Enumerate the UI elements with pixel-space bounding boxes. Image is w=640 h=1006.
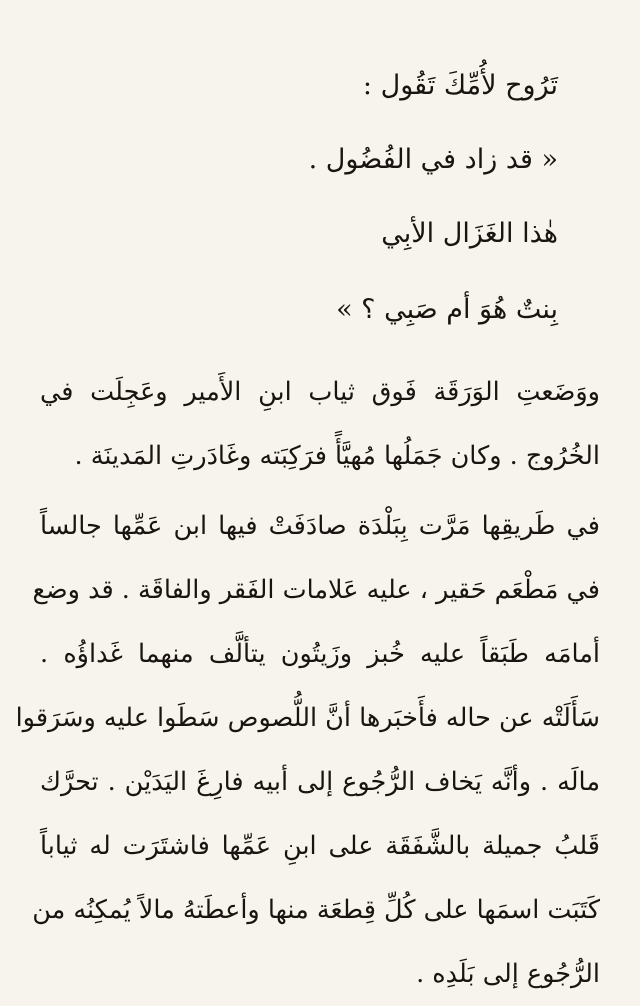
poem-line: تَرُوح لأُمِّكَ تَقُول : — [362, 70, 558, 101]
poem-line: « قد زاد في الفُضُول . — [308, 144, 558, 175]
paragraph-line: كَتَبَت اسمَها على كُلِّ قِطعَة منها وأعطَتهُ مالاً يُمكِنُه من — [32, 895, 600, 925]
paragraph-line: قَلبُ جميلة بالشَّفَقَة على ابنِ عَمِّها فاشتَرَت له ثياباً — [40, 831, 600, 861]
paragraph-line: أمامَه طَبَقاً عليه خُبز وزَيتُون يتألَّف منهما غَداؤُه . — [40, 639, 600, 669]
paragraph-line: الخُرُوج . وكان جَمَلُها مُهيَّأً فرَكِبَته وغَادَرتِ المَدينَة . — [74, 441, 600, 471]
poem-line: بِنتٌ هُوَ أم صَبِي ؟ » — [336, 294, 558, 325]
paragraph-line: ووَضَعتِ الوَرَقَة فَوق ثياب ابنِ الأَمير وعَجِلَت في — [40, 377, 600, 407]
paragraph-line: في مَطْعَم حَقير ، عليه عَلامات الفَقر والفاقَة . قد وضع — [32, 575, 600, 605]
paragraph — [15, 494, 600, 1006]
paragraph-line: في طَريقِها مَرَّت بِبَلْدَة صادَفَتْ فيها ابن عَمِّها جالساً — [40, 511, 600, 541]
paragraph-line: الرُّجُوع إلى بَلَدِه . — [416, 959, 600, 989]
paragraph-line: سَأَلَتْه عن حاله فأَخبَرها أنَّ اللُّصوص سَطَوا عليه وسَرَقوا — [15, 703, 600, 733]
paragraph — [40, 360, 600, 488]
paragraph-line: مالَه . وأنَّه يَخاف الرُّجُوع إلى أبيه فارِغَ اليَدَيْن . تحرَّك — [40, 767, 600, 797]
poem-line: هٰذا الغَزَال الأبِي — [381, 218, 558, 249]
